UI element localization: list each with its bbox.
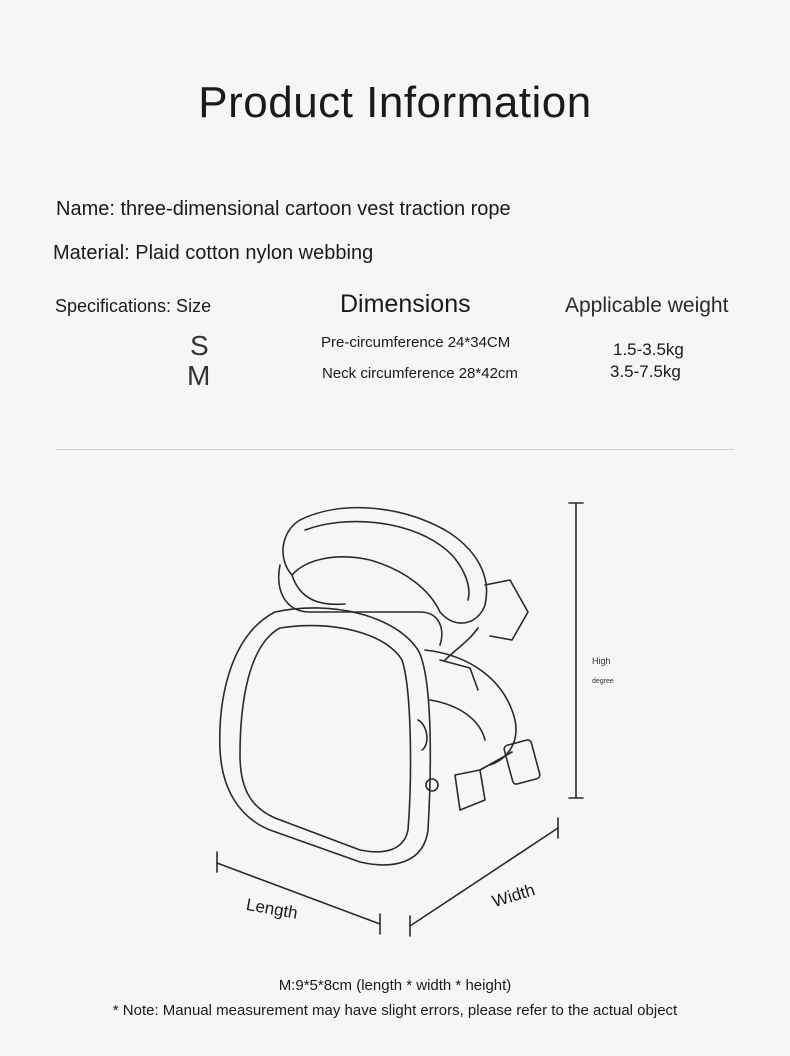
dimension-m: Neck circumference 28*42cm bbox=[322, 365, 518, 382]
measurement-text: M:9*5*8cm (length * width * height) bbox=[278, 977, 512, 994]
height-label: High bbox=[592, 656, 611, 666]
measurement-note: * Note: Manual measurement may have slight errors, please refer to the actual object bbox=[112, 1002, 678, 1019]
width-label: Width bbox=[490, 880, 538, 912]
page-title: Product Information bbox=[198, 78, 592, 127]
weight-m: 3.5-7.5kg bbox=[610, 362, 681, 381]
size-m: M bbox=[187, 360, 211, 391]
product-name: Name: three-dimensional cartoon vest traction rope bbox=[56, 198, 511, 220]
dimensions-header: Dimensions bbox=[340, 290, 471, 318]
dimension-s: Pre-circumference 24*34CM bbox=[321, 334, 511, 351]
specifications-size-label: Specifications: Size bbox=[55, 296, 212, 316]
applicable-weight-header: Applicable weight bbox=[565, 294, 729, 317]
degree-label: degree bbox=[592, 678, 614, 685]
length-label: Length bbox=[244, 895, 300, 923]
size-s: S bbox=[190, 330, 209, 361]
harness-bag-illustration bbox=[0, 470, 790, 950]
product-material: Material: Plaid cotton nylon webbing bbox=[53, 242, 374, 264]
weight-s: 1.5-3.5kg bbox=[613, 340, 684, 359]
section-divider bbox=[56, 449, 734, 450]
